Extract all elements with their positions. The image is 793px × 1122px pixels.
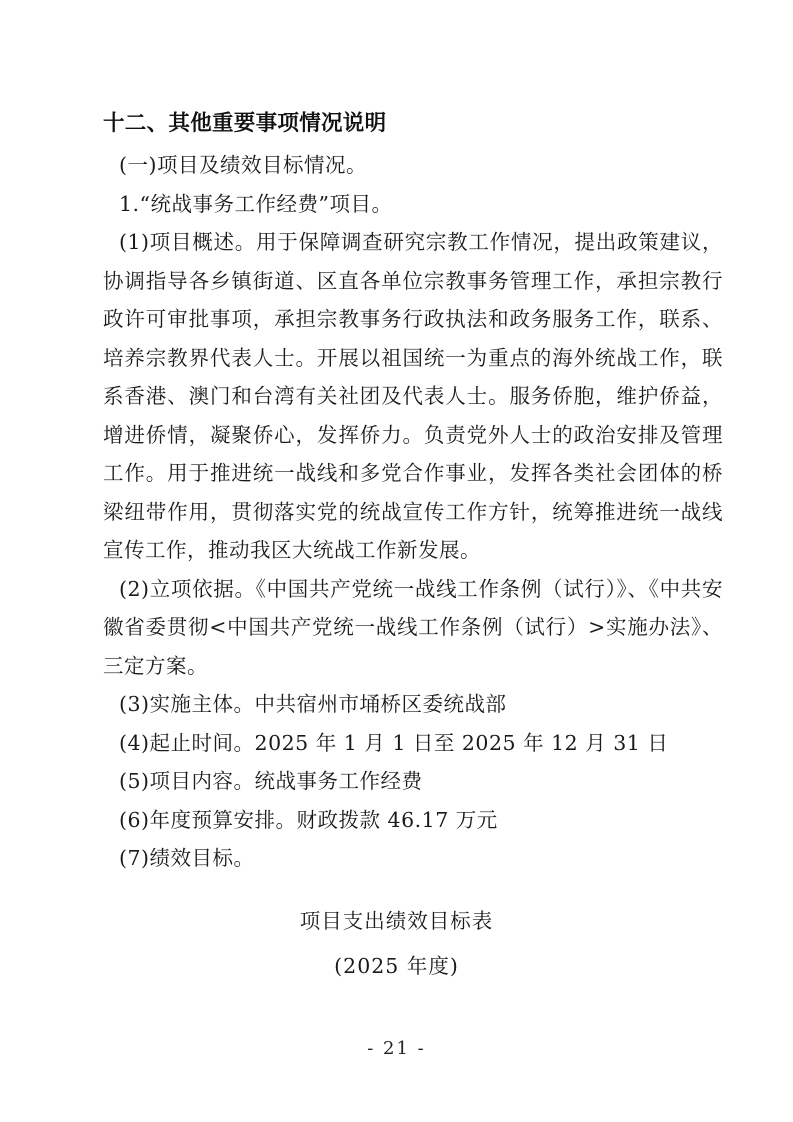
implementing-body: (3)实施主体。中共宿州市埇桥区委统战部	[119, 692, 507, 716]
annual-budget: (6)年度预算安排。财政拨款 46.17 万元	[119, 807, 498, 832]
project-overview	[103, 223, 723, 570]
table-title: 项目支出绩效目标表	[299, 909, 494, 933]
overview-text: (1)项目概述。用于保障调查研究宗教工作情况，提出政策建议，协调指导各乡镇街道、区直各单位宗教事务管理工作，承担宗教行政许可审批事项，承担宗教事务行政执法和政务服务工作，联系、培养宗教界代表人士。开展以祖国统一为重点的海外统战工作，联系香港、澳门和台湾有关社团及代表人士。服务侨胞，维护侨益，增进侨情，凝聚侨心，发挥侨力。负责党外人士的政治安排及管理工作。用于推进统一战线和多党合作事业，发挥各类社会团体的桥梁纽带作用，贯彻落实党的统战宣传工作方针，统筹推进统一战线宣传工作，推动我区大统战工作新发展。	[103, 230, 723, 562]
project-content: (5)项目内容。统战事务工作经费	[119, 769, 423, 793]
subsection-title: (一)项目及绩效目标情况。	[119, 153, 367, 177]
basis-text: (2)立项依据。《中国共产党统一战线工作条例（试行）》、《中共安徽省委贯彻<中国共产党统一战线工作条例（试行）>实施办法》、三定方案。	[103, 576, 723, 678]
project-period: (4)起止时间。2025 年 1 月 1 日至 2025 年 12 月 31 日	[119, 730, 669, 755]
page-number: - 21 -	[367, 1038, 426, 1059]
project-title: 1.“统战事务工作经费”项目。	[119, 191, 393, 216]
project-basis	[103, 570, 723, 686]
table-year: (2025 年度)	[334, 954, 459, 978]
section-heading: 十二、其他重要事项情况说明	[103, 111, 387, 136]
document-body	[103, 106, 723, 878]
performance-goal: (7)绩效目标。	[119, 846, 255, 870]
